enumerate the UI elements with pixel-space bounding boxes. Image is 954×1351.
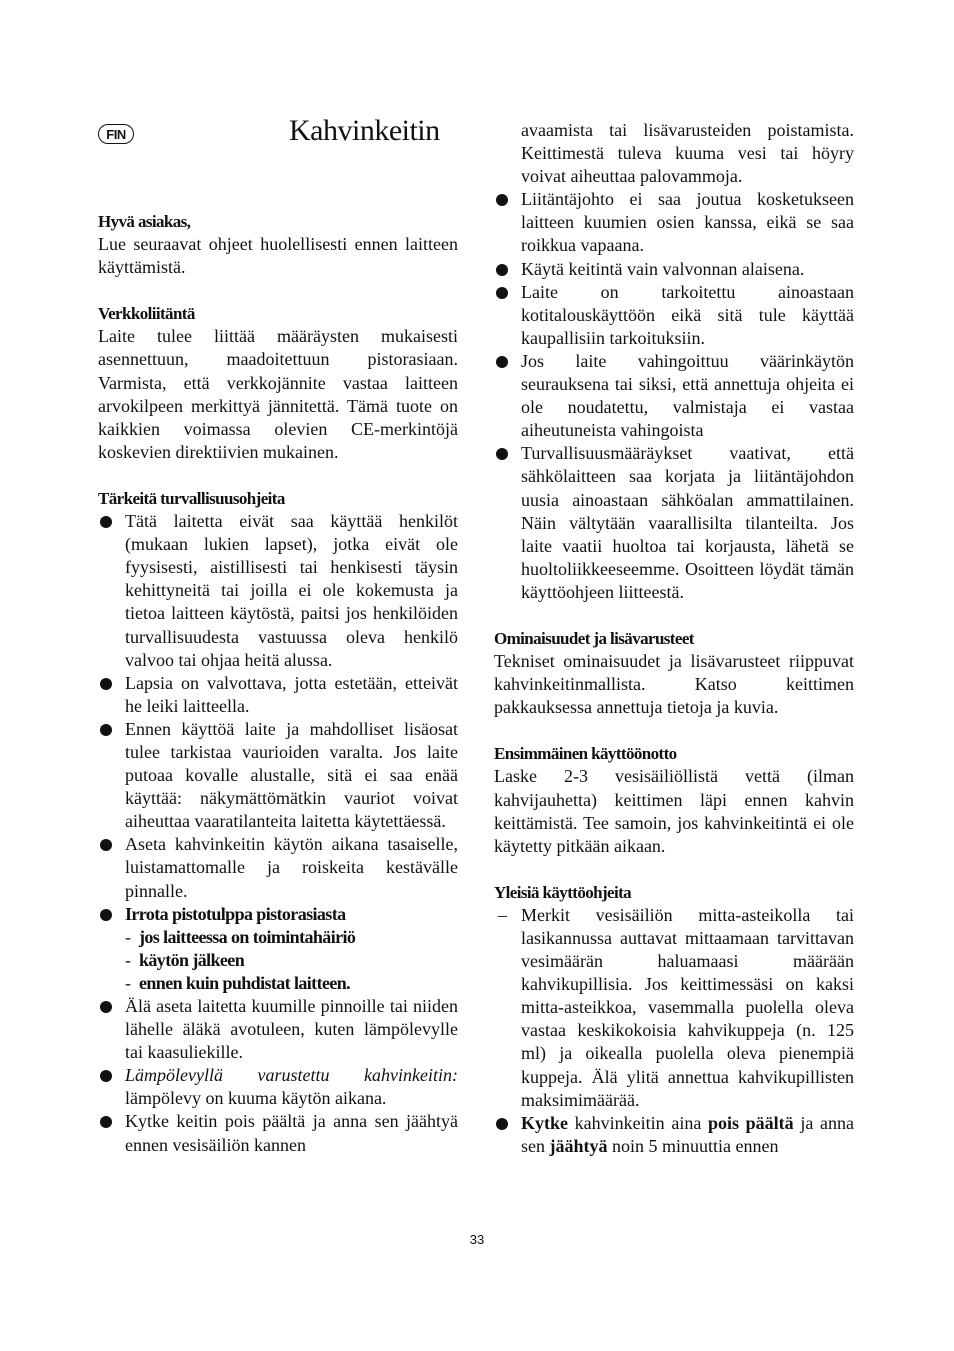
- list-item-text: Kytke keitin pois päältä ja anna sen jäähtyä ennen vesisäiliön kannen: [125, 1111, 458, 1155]
- list-item-unplug: [98, 903, 458, 995]
- unplug-sub-item: - käytön jälkeen: [125, 949, 245, 970]
- list-item-text: Liitäntäjohto ei saa joutua kosketukseen laitteen kuumien osien kanssa, eikä se saa roikkua vapaana.: [521, 189, 854, 256]
- bullet-icon: [496, 448, 508, 460]
- safety-list-continued: [494, 119, 854, 604]
- unplug-sub-item: - jos laitteessa on toimintahäiriö: [125, 926, 356, 947]
- list-item-text: Käytä keitintä vain valvonnan alaisena.: [521, 258, 805, 279]
- list-item-text: Aseta kahvinkeitin käytön aikana tasaiselle, luistamattomalle ja roiskeita kestävälle pinnalle.: [125, 834, 458, 901]
- list-item-text: kahvinkeitin aina: [568, 1112, 708, 1133]
- left-column: [98, 210, 458, 1157]
- list-item: [494, 350, 854, 442]
- bullet-icon: [100, 909, 112, 921]
- list-item: [98, 718, 458, 833]
- mains-heading: Verkkoliitäntä: [98, 304, 195, 324]
- features-section: [494, 627, 854, 719]
- list-item: [98, 1064, 458, 1110]
- list-item: [494, 188, 854, 257]
- mains-text: Laite tulee liittää määräysten mukaisesti asennettuun, maadoitettuun pistorasiaan. Varmista, että verkkojännite vastaa laitteen arvokilpeen merkittyä jännitettä. Tämä tuote on kaikkien voimassa olevien CE-merkintöjä koskevien direktiivien mukainen.: [98, 326, 458, 462]
- list-item-text: Ennen käyttöä laite ja mahdolliset lisäosat tulee tarkistaa vaurioiden varalta. Jos laite putoaa kovalle alustalle, sitä ei saa enää käyttää: näkymättömätkin vauriot voivat aiheuttaa vaaratilanteita laitetta käytettäessä.: [125, 718, 458, 832]
- list-item-text: Jos laite vahingoittuu väärinkäytön seurauksena tai siksi, että annettuja ohjeita ei ole noudatettu, valmistaja ei vastaa aiheutuneista vahingoista: [521, 350, 854, 441]
- list-item-text: avaamista tai lisävarusteiden poistamista. Keittimestä tuleva kuuma vesi tai höyry voivat aiheuttaa palovammoja.: [521, 120, 854, 187]
- list-item-text: ja anna sen: [521, 1112, 854, 1156]
- features-text: Tekniset ominaisuudet ja lisävarusteet riippuvat kahvinkeitinmallista. Katso keittimen pakkauksessa annettuja tietoja ja kuvia.: [494, 651, 854, 718]
- list-item: [98, 1110, 458, 1156]
- right-column: [494, 119, 854, 1158]
- emphasis-text: jäähtyä: [549, 1135, 608, 1156]
- hotplate-italic: Lämpölevyllä varustettu kahvinkeitin:: [125, 1065, 458, 1086]
- bullet-icon: [496, 1118, 508, 1130]
- list-item: [98, 672, 458, 718]
- bullet-icon: [100, 678, 112, 690]
- page-number: 33: [469, 1232, 485, 1247]
- greeting-text: Lue seuraavat ohjeet huolellisesti ennen laitteen käyttämistä.: [98, 234, 458, 278]
- list-item: [98, 995, 458, 1064]
- list-item-text: noin 5 minuuttia ennen: [607, 1135, 779, 1156]
- list-item-text: Älä aseta laitetta kuumille pinnoille tai niiden lähelle äläkä avotuleen, kuten lämpölevylle tai kaasuliekille.: [125, 996, 458, 1063]
- bullet-icon: [100, 839, 112, 851]
- list-item: [494, 1112, 854, 1158]
- list-item: [494, 904, 854, 1112]
- bullet-icon: [100, 1001, 112, 1013]
- list-item-continuation: [494, 119, 854, 188]
- list-item: [494, 281, 854, 350]
- first-use-text: Laske 2-3 vesisäiliöllistä vettä (ilman kahvijauhetta) keittimen läpi ennen kahvin keittämistä. Tee samoin, jos kahvinkeitintä ei ole käytetty pitkään aikaan.: [494, 766, 854, 856]
- first-use-section: [494, 742, 854, 857]
- bullet-icon: [100, 1116, 112, 1128]
- safety-section: [98, 487, 458, 1157]
- list-item-text: Turvallisuusmääräykset vaativat, että sähkölaitteen saa korjata ja liitäntäjohdon uusia ainoastaan sähköalan ammattilainen. Näin vältytään vaarallisilta tilanteilta. Jos laite vaatii huoltoa tai korjausta, lähetä se huoltoliikkeeseemme. Osoitteen löydät tämän käyttöohjeen liitteestä.: [521, 443, 854, 602]
- bullet-icon: [496, 264, 508, 276]
- bullet-icon: [100, 516, 112, 528]
- list-item: [494, 258, 854, 281]
- language-badge: FIN: [98, 124, 134, 144]
- safety-list: [98, 510, 458, 1157]
- first-use-heading: Ensimmäinen käyttöönotto: [494, 744, 677, 764]
- general-section: [494, 881, 854, 1158]
- list-item-text: Tätä laitetta eivät saa käyttää henkilöt (mukaan lukien lapset), jotka eivät ole fyysisesti, aistillisesti tai henkisesti täysin kehittyneitä tai joilla ei ole kokemusta ja tietoa laitteen käytöstä, paitsi jos henkilöiden turvallisuudesta vastuussa oleva henkilö valvoo tai ohjaa heitä alussa.: [125, 511, 458, 670]
- general-heading: Yleisiä käyttöohjeita: [494, 882, 632, 902]
- mains-section: [98, 302, 458, 464]
- dash-icon: –: [498, 904, 507, 925]
- unplug-title: Irrota pistotulppa pistorasiasta: [125, 903, 346, 924]
- unplug-sub-text: ennen kuin puhdistat laitteen.: [139, 972, 351, 993]
- emphasis-text: Kytke: [521, 1112, 568, 1133]
- bullet-icon: [496, 287, 508, 299]
- safety-heading: Tärkeitä turvallisuusohjeita: [98, 488, 285, 508]
- list-item-text: Laite on tarkoitettu ainoastaan kotitalouskäyttöön eikä sitä tule käyttää kaupallisiin tarkoituksiin.: [521, 281, 854, 348]
- list-item: [494, 442, 854, 604]
- emphasis-text: pois päältä: [707, 1112, 794, 1133]
- features-heading: Ominaisuudet ja lisävarusteet: [494, 628, 694, 648]
- bullet-icon: [100, 724, 112, 736]
- bullet-icon: [496, 356, 508, 368]
- page-title: Kahvinkeitin: [289, 114, 440, 147]
- list-item-text: Lapsia on valvottava, jotta estetään, etteivät he leiki laitteella.: [125, 672, 458, 716]
- greeting-section: [98, 210, 458, 279]
- unplug-sub-item: - ennen kuin puhdistat laitteen.: [125, 972, 351, 993]
- list-item: [98, 833, 458, 902]
- list-item-text: Merkit vesisäiliön mitta-asteikolla tai lasikannussa auttavat mittaamaan tarvittavan vesimäärän haluamaasi määrään kahvikupillisia. Jos keittimessäsi on kaksi mitta-asteikkoa, vasemmalla puolella oleva vastaa keskikokoisia kahvikuppeja (n. 125 ml) ja oikealla puolella oleva pienempiä kuppeja. Älä ylitä annettua kahvikupillisten maksimimäärää.: [521, 904, 854, 1110]
- hotplate-text: lämpölevy on kuuma käytön aikana.: [125, 1088, 387, 1109]
- bullet-icon: [496, 194, 508, 206]
- greeting-heading: Hyvä asiakas,: [98, 212, 191, 231]
- list-item: [98, 510, 458, 672]
- general-list: [494, 904, 854, 1158]
- unplug-sub-text: jos laitteessa on toimintahäiriö: [139, 926, 356, 947]
- bullet-icon: [100, 1070, 112, 1082]
- unplug-sub-text: käytön jälkeen: [139, 949, 245, 970]
